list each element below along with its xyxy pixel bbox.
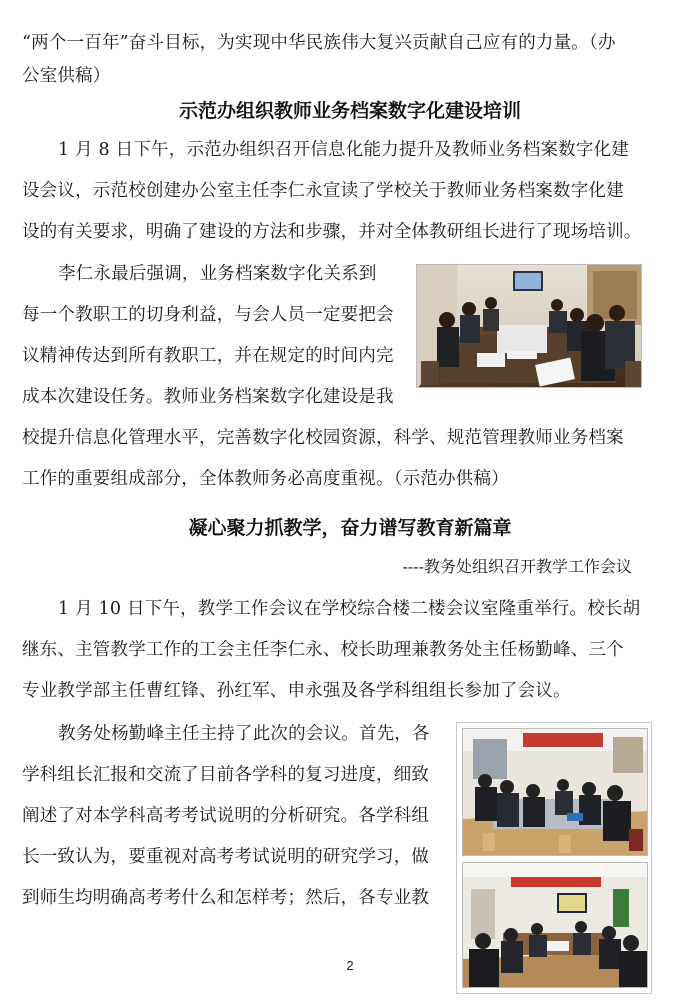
body-text-line: 阐述了对本学科高考考试说明的分析研究。各学科组 xyxy=(22,806,430,826)
body-text-line: 长一致认为，要重视对高考考试说明的研究学习，做 xyxy=(22,847,430,867)
body-text-line: 工作的重要组成部分，全体教师务必高度重视。（示范办供稿） xyxy=(22,469,509,489)
body-text-line: 设的有关要求，明确了建设的方法和步骤，并对全体教研组长进行了现场培训。 xyxy=(22,222,642,242)
meeting-photo-image xyxy=(417,265,642,388)
body-text-line: 校提升信息化管理水平，完善数字化校园资源，科学、规范管理教师业务档案 xyxy=(22,428,624,448)
body-text-line: 1 月 10 日下午，教学工作会议在学校综合楼二楼会议室隆重举行。校长胡 xyxy=(58,599,641,619)
body-text-line: 议精神传达到所有教职工，并在规定的时间内完 xyxy=(22,346,394,366)
meeting-photo xyxy=(416,264,642,388)
body-text-line: 学科组长汇报和交流了目前各学科的复习进度，细致 xyxy=(22,765,430,785)
body-text-line: 教务处杨勤峰主任主持了此次的会议。首先，各 xyxy=(58,724,430,744)
article-title: 凝心聚力抓教学，奋力谱写教育新篇章 xyxy=(188,517,512,539)
article-subtitle: ----教务处组织召开教学工作会议 xyxy=(402,557,632,576)
body-text-line: 专业教学部主任曹红锋、孙红军、申永强及各学科组组长参加了会议。 xyxy=(22,681,571,701)
page-number: 2 xyxy=(346,958,354,973)
body-text-line: 每一个教职工的切身利益，与会人员一定要把会 xyxy=(22,305,394,325)
meeting-photo xyxy=(462,728,648,856)
body-text-line: 到师生均明确高考考什么和怎样考；然后，各专业教 xyxy=(22,888,430,908)
body-text-line: 设会议，示范校创建办公室主任李仁永宣读了学校关于教师业务档案数字化建 xyxy=(22,181,624,201)
meeting-photo-image xyxy=(463,729,648,856)
body-text-line: “两个一百年”奋斗目标，为实现中华民族伟大复兴贡献自己应有的力量。（办 xyxy=(22,33,616,53)
article-title: 示范办组织教师业务档案数字化建设培训 xyxy=(178,100,521,122)
body-text-line: 公室供稿） xyxy=(22,66,111,86)
body-text-line: 1 月 8 日下午，示范办组织召开信息化能力提升及教师业务档案数字化建 xyxy=(58,140,629,160)
body-text-line: 继东、主管教学工作的工会主任李仁永、校长助理兼教务处主任杨勤峰、三个 xyxy=(22,640,624,660)
body-text-line: 李仁永最后强调，业务档案数字化关系到 xyxy=(58,264,377,284)
body-text-line: 成本次建设任务。教师业务档案数字化建设是我 xyxy=(22,387,394,407)
